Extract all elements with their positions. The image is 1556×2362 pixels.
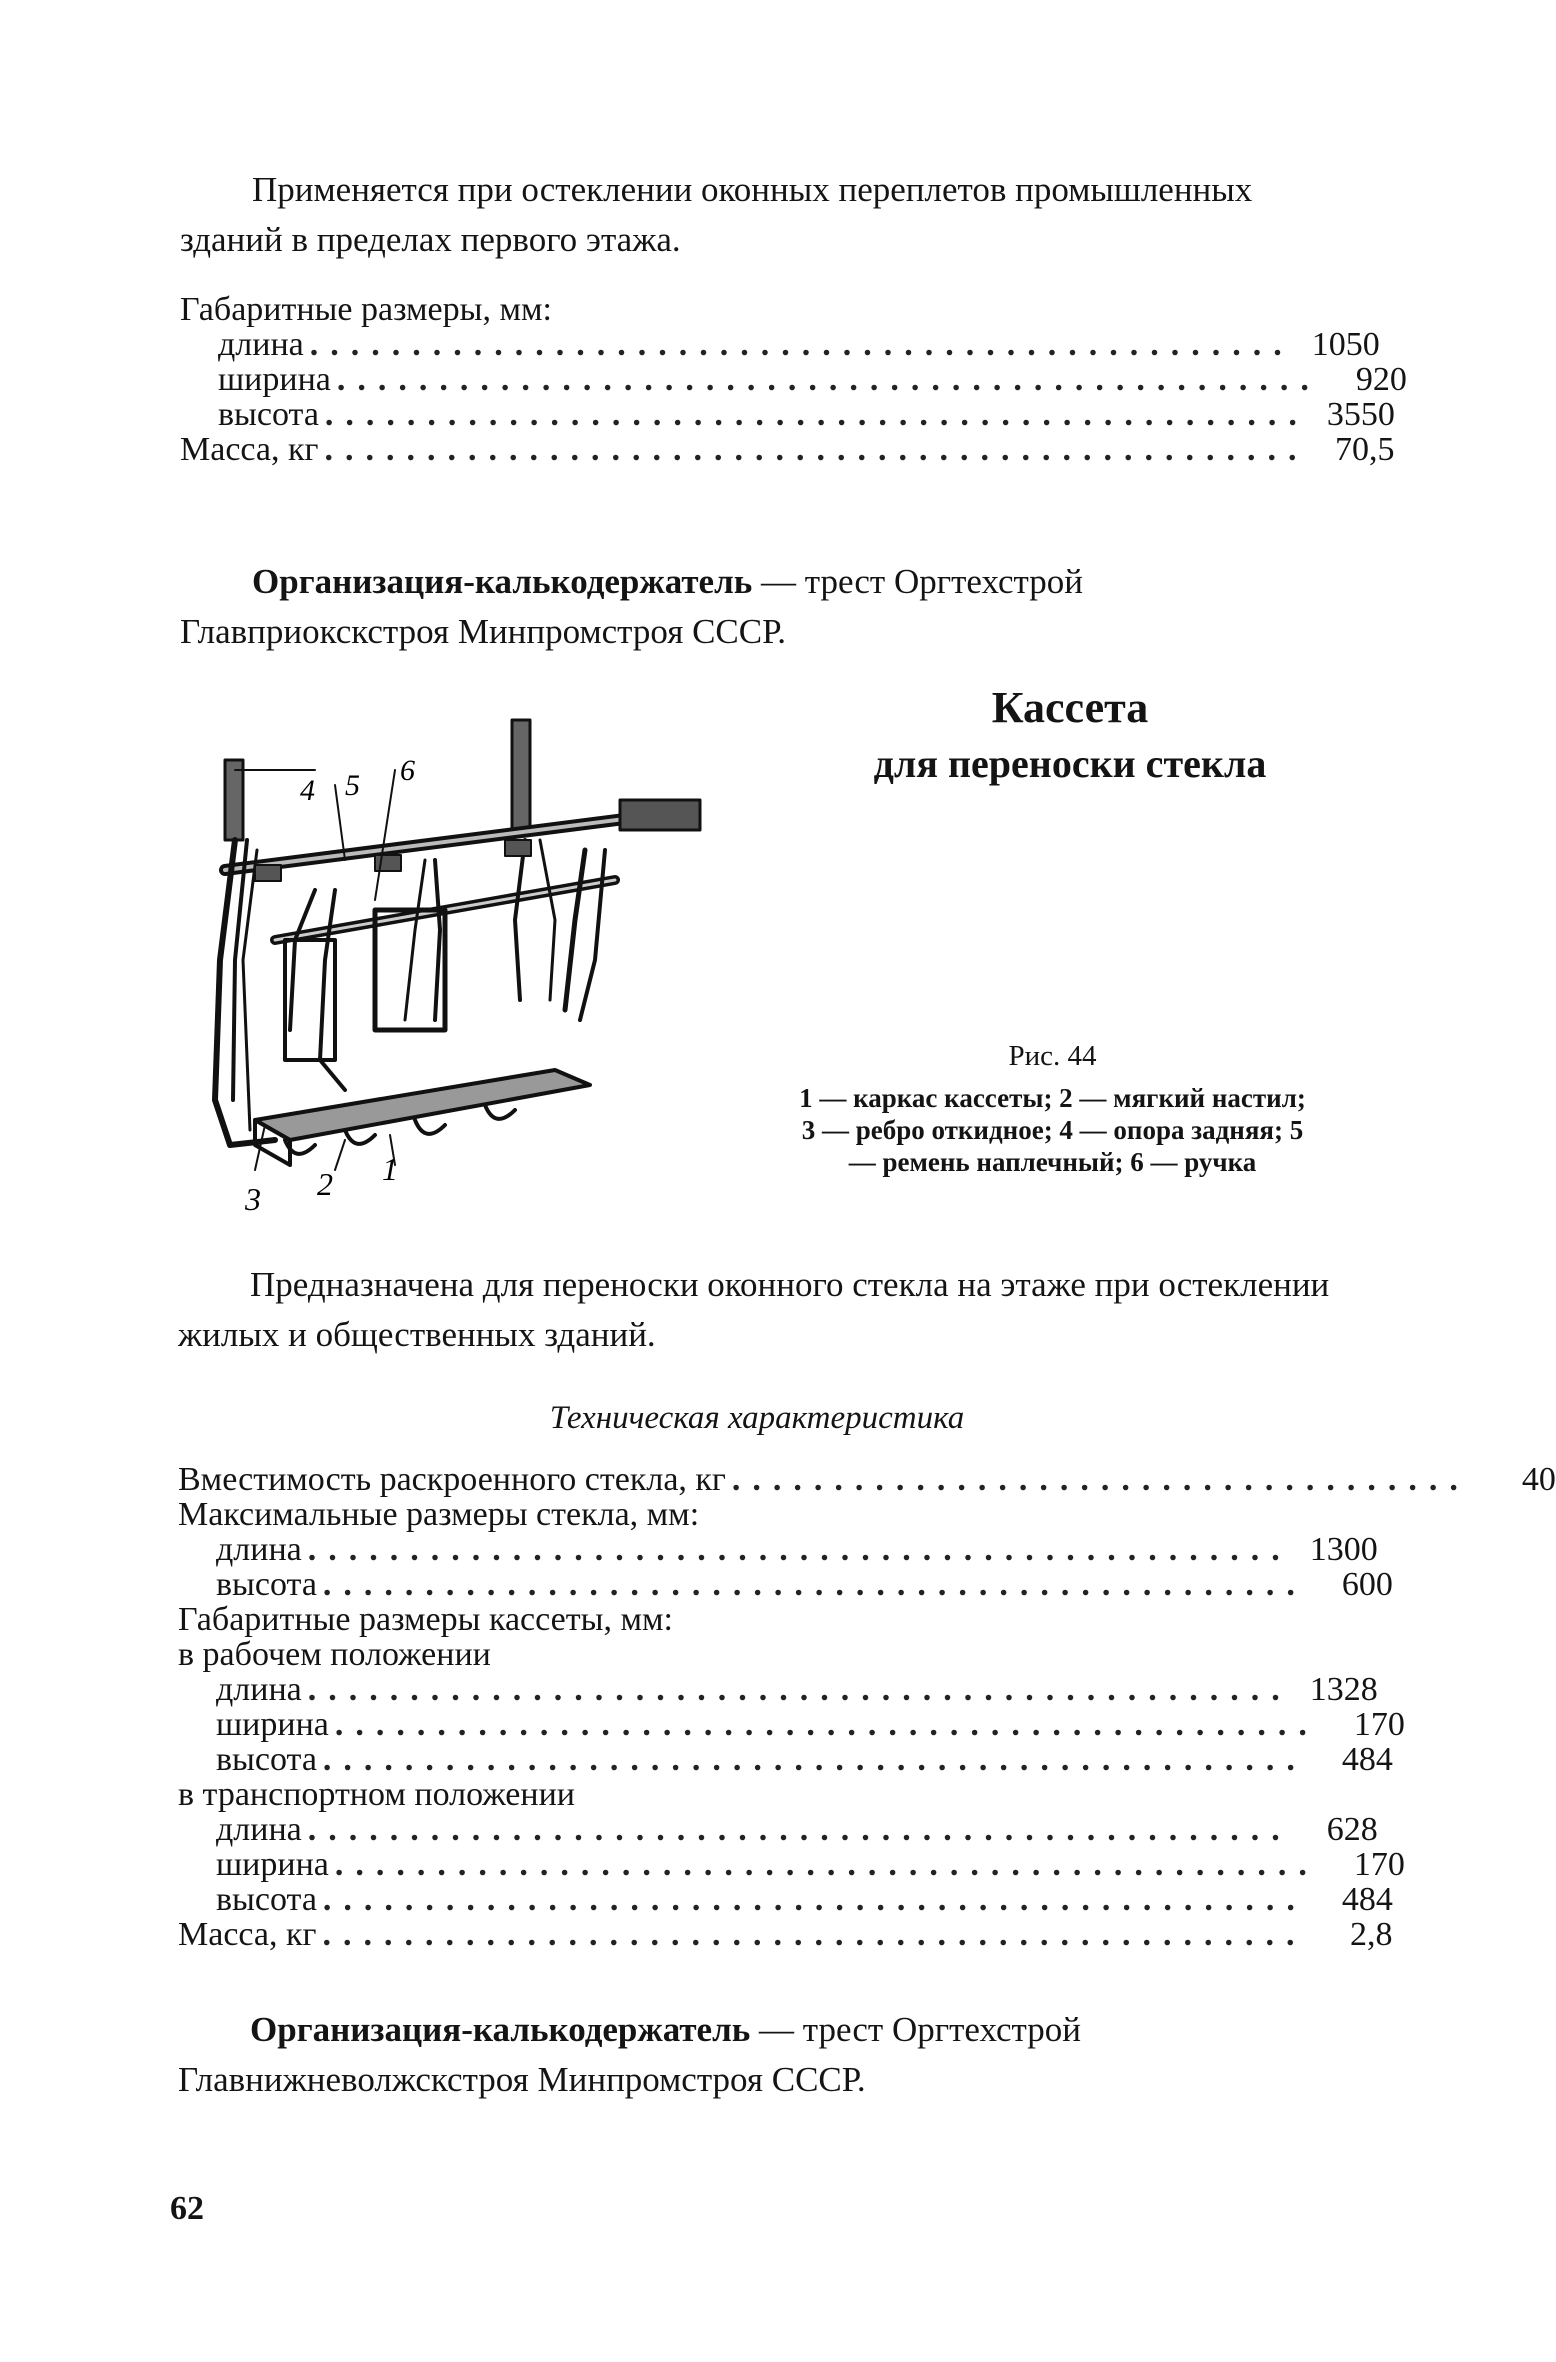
tech-transport-row: высота ................................................ 484 bbox=[216, 1881, 1393, 1918]
tech-max-row: длина ................................................ 1300 bbox=[216, 1531, 1378, 1568]
spec1-mass: Масса, кг ................................................ 70,5 bbox=[180, 431, 1395, 468]
tech-spec-table bbox=[178, 1461, 1556, 1953]
product-title: Кассета для переноски стекла bbox=[873, 683, 1267, 786]
tech-transport-row: ширина ................................................ 170 bbox=[216, 1846, 1405, 1883]
tech-heading: Техническая характеристика bbox=[549, 1400, 965, 1436]
callout-3: 3 bbox=[245, 1181, 261, 1217]
callout-5: 5 bbox=[345, 769, 360, 802]
tech-work-row: высота ................................................ 484 bbox=[216, 1741, 1393, 1778]
tech-dims-header: Габаритные размеры кассеты, мм: bbox=[178, 1601, 673, 1638]
purpose-paragraph: Предназначена для переноски оконного стекла на этаже при остеклении жилых и общественных зданий. bbox=[178, 1265, 1330, 1354]
organization-label: Организация-калькодержатель bbox=[250, 2010, 751, 2049]
tech-max-row: высота ................................................ 600 bbox=[216, 1566, 1393, 1603]
intro-paragraph: Применяется при остеклении оконных переплетов промышленных зданий в пределах первого этажа. bbox=[180, 170, 1253, 259]
spec1-header: Габаритные размеры, мм: bbox=[180, 291, 552, 328]
tech-work-row: длина ................................................ 1328 bbox=[216, 1671, 1378, 1708]
callout-6: 6 bbox=[400, 754, 415, 787]
figure-legend: 1 — каркас кассеты; 2 — мягкий настил; 3 — ребро откидное; 4 — опора задняя; 5 — ремень наплечный; 6 — ручка bbox=[799, 1083, 1306, 1177]
callout-2: 2 bbox=[317, 1166, 333, 1202]
spec1-row: высота ................................................ 3550 bbox=[218, 396, 1395, 433]
tech-max-header: Максимальные размеры стекла, мм: bbox=[178, 1496, 700, 1533]
figure-caption bbox=[795, 1040, 1310, 1178]
spec1-row: ширина ................................................ 920 bbox=[218, 361, 1407, 398]
cassette-illustration bbox=[195, 700, 755, 1230]
page-number: 62 bbox=[170, 2190, 204, 2227]
callout-4: 4 bbox=[300, 774, 315, 807]
figure-number: Рис. 44 bbox=[1008, 1040, 1097, 1072]
spec-table-1 bbox=[180, 291, 1407, 468]
tech-work-row: ширина ................................................ 170 bbox=[216, 1706, 1405, 1743]
organization-label: Организация-калькодержатель bbox=[252, 562, 753, 601]
organization-paragraph-2: Организация-калькодержатель — трест Оргтехстрой Главнижневолжскстроя Минпромстроя СССР. bbox=[178, 2010, 1081, 2099]
tech-mass: Масса, кг ................................................ 2,8 bbox=[178, 1916, 1393, 1953]
spec1-row: длина ................................................ 1050 bbox=[218, 326, 1380, 363]
tech-transport-row: длина ................................................ 628 bbox=[216, 1811, 1378, 1848]
callout-1: 1 bbox=[382, 1151, 398, 1187]
tech-capacity: Вместимость раскроенного стекла, кг .................................... 40 bbox=[178, 1461, 1556, 1498]
organization-paragraph-1: Организация-калькодержатель — трест Оргтехстрой Главприокскстроя Минпромстроя СССР. bbox=[180, 562, 1083, 651]
tech-work-header: в рабочем положении bbox=[178, 1636, 491, 1673]
tech-transport-header: в транспортном положении bbox=[178, 1776, 575, 1813]
